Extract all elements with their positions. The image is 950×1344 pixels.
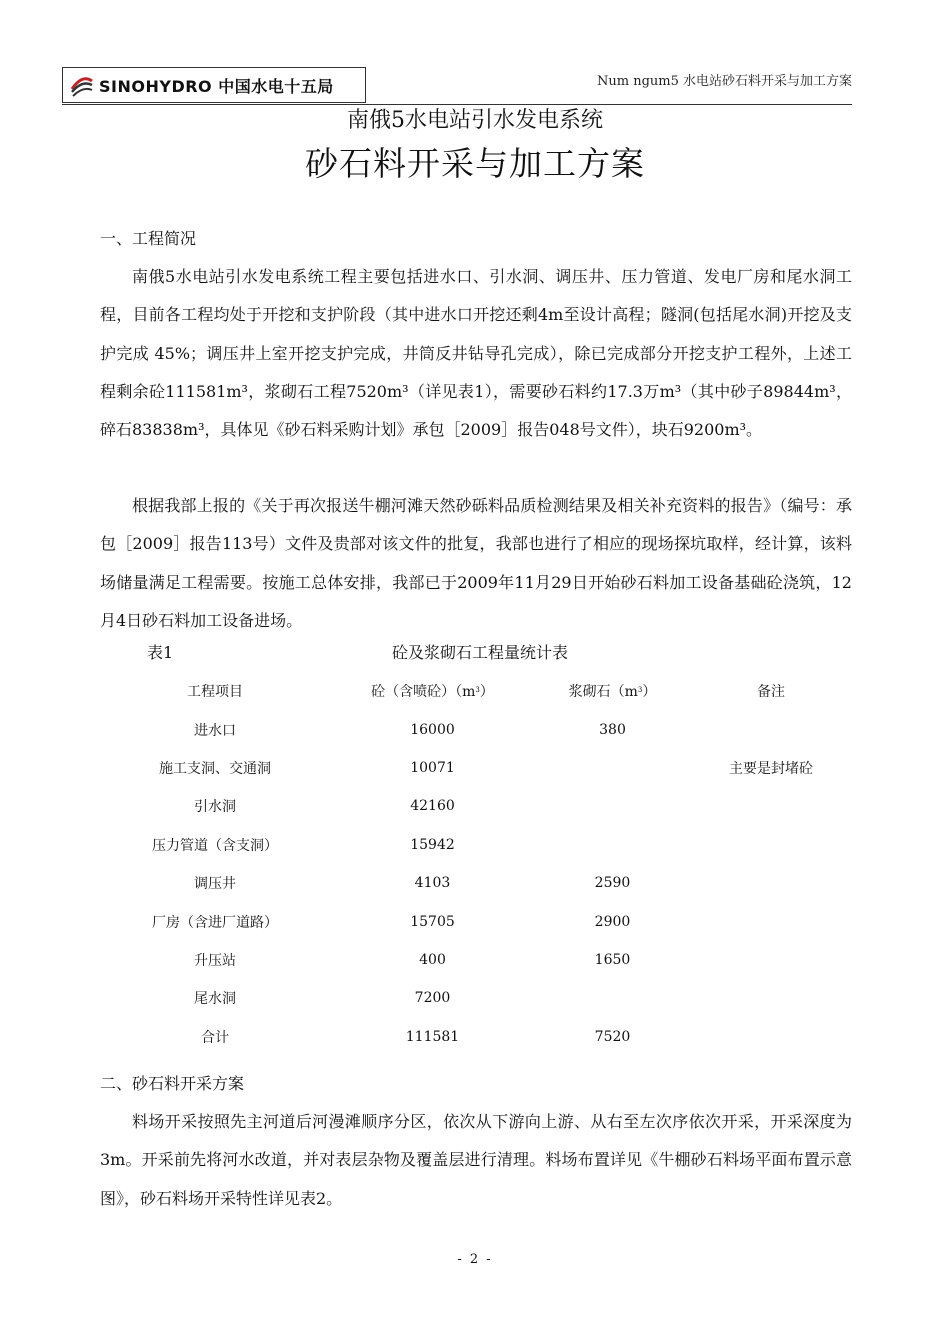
- table-cell: 2590: [594, 875, 631, 892]
- table-label: 表1: [147, 643, 174, 662]
- header-document-title: Num ngum5 水电站砂石料开采与加工方案: [596, 74, 852, 89]
- logo-text: SINOHYDRO 中国水电十五局: [99, 76, 334, 96]
- header-remarks: 备注: [757, 684, 785, 701]
- table-row: [100, 787, 852, 825]
- section-1-heading: 一、工程简况: [100, 229, 197, 248]
- table-cell: 引水洞: [194, 799, 236, 816]
- table-cell: [690, 826, 852, 864]
- table-cell: [535, 749, 690, 787]
- table-cell: 4103: [414, 875, 451, 892]
- table-cell: [535, 826, 690, 864]
- table-header-row: [100, 672, 852, 710]
- table-cell: [690, 941, 852, 979]
- page-number: - 2 -: [457, 1252, 493, 1267]
- table-cell: 调压井: [194, 876, 236, 893]
- table-cell: 合计: [201, 1029, 229, 1046]
- section-1-paragraph-1: 南俄5水电站引水发电系统工程主要包括进水口、引水洞、调压井、压力管道、发电厂房和尾水洞工程，目前各工程均处于开挖和支护阶段（其中进水口开挖还剩4m至设计高程；隧洞(包括尾水洞)开挖及支护完成 45%；调压井上室开挖支护完成，井筒反井钻导孔完成），除已完成部分开挖支护工程外，上述工程剩余砼111581m³，浆砌石工程7520m³（详见表1），需要砂石料约17.3万m³（其中砂子89844m³，碎石83838m³，具体见《砂石料采购计划》承包［2009］报告048号文件），块石9200m³。: [100, 267, 852, 440]
- header-masonry: 浆砌石$(m^3)$: [568, 684, 657, 701]
- table-cell: 15705: [410, 913, 455, 930]
- table-cell: 主要是封堵砼: [729, 760, 813, 777]
- page-header: [62, 64, 852, 106]
- table-cell: 1650: [594, 951, 631, 968]
- table-cell: 42160: [410, 798, 455, 815]
- table-row: [100, 864, 852, 902]
- table-cell: 尾水洞: [194, 991, 236, 1008]
- document-title: 砂石料开采与加工方案: [305, 144, 645, 183]
- table-row: [100, 941, 852, 979]
- table-cell: [535, 979, 690, 1017]
- table-cell: 111581: [405, 1028, 460, 1045]
- table-cell: 380: [599, 721, 626, 738]
- table-caption: 砼及浆砌石工程量统计表: [392, 643, 569, 662]
- table-cell: 2900: [594, 913, 631, 930]
- table-cell: [690, 710, 852, 748]
- table-cell: [690, 864, 852, 902]
- table-cell: 升压站: [194, 952, 236, 969]
- table-cell: 施工支洞、交通洞: [159, 760, 271, 777]
- table-cell: [690, 979, 852, 1017]
- section-2-paragraph-1: 料场开采按照先主河道后河漫滩顺序分区，依次从下游向上游、从右至左次序依次开采，开采深度为3m。开采前先将河水改道，并对表层杂物及覆盖层进行清理。料场布置详见《牛棚砂石料场平面布置示意图》，砂石料场开采特性详见表2。: [100, 1112, 852, 1208]
- section-1-paragraph-2: 根据我部上报的《关于再次报送牛棚河滩天然砂砾料品质检测结果及相关补充资料的报告》（编号：承包［2009］报告113号）文件及贵部对该文件的批复，我部也进行了相应的现场探坑取样，经计算，该料场储量满足工程需要。按施工总体安排，我部已于2009年11月29日开始砂石料加工设备基础砼浇筑，12月4日砂石料加工设备进场。: [100, 496, 852, 630]
- table-row: [100, 749, 852, 787]
- table-row: [100, 1018, 852, 1056]
- table-cell: 压力管道（含支洞）: [152, 837, 278, 854]
- table-cell: 厂房（含进厂道路）: [152, 914, 278, 931]
- table-row: [100, 979, 852, 1017]
- company-logo: [62, 67, 366, 103]
- section-2-heading: 二、砂石料开采方案: [100, 1074, 245, 1093]
- table-cell: [535, 787, 690, 825]
- table-cell: 15942: [410, 836, 455, 853]
- table-cell: 16000: [410, 721, 455, 738]
- table-cell: [690, 787, 852, 825]
- document-subtitle: 南俄5水电站引水发电系统: [347, 108, 603, 133]
- table-cell: 7520: [594, 1028, 631, 1045]
- table-cell: [690, 1018, 852, 1056]
- table-row: [100, 902, 852, 940]
- table-row: [100, 710, 852, 748]
- quantity-table: [100, 672, 852, 1056]
- table-cell: 10071: [410, 759, 455, 776]
- header-concrete: 砼（含喷砼）$(m^3)$: [371, 684, 494, 701]
- sinohydro-logo-icon: [69, 72, 95, 98]
- table-cell: [690, 902, 852, 940]
- table-cell: 7200: [414, 990, 451, 1007]
- table-cell: 进水口: [194, 722, 236, 739]
- table-row: [100, 826, 852, 864]
- table-cell: 400: [419, 951, 446, 968]
- header-project: 工程项目: [187, 684, 243, 701]
